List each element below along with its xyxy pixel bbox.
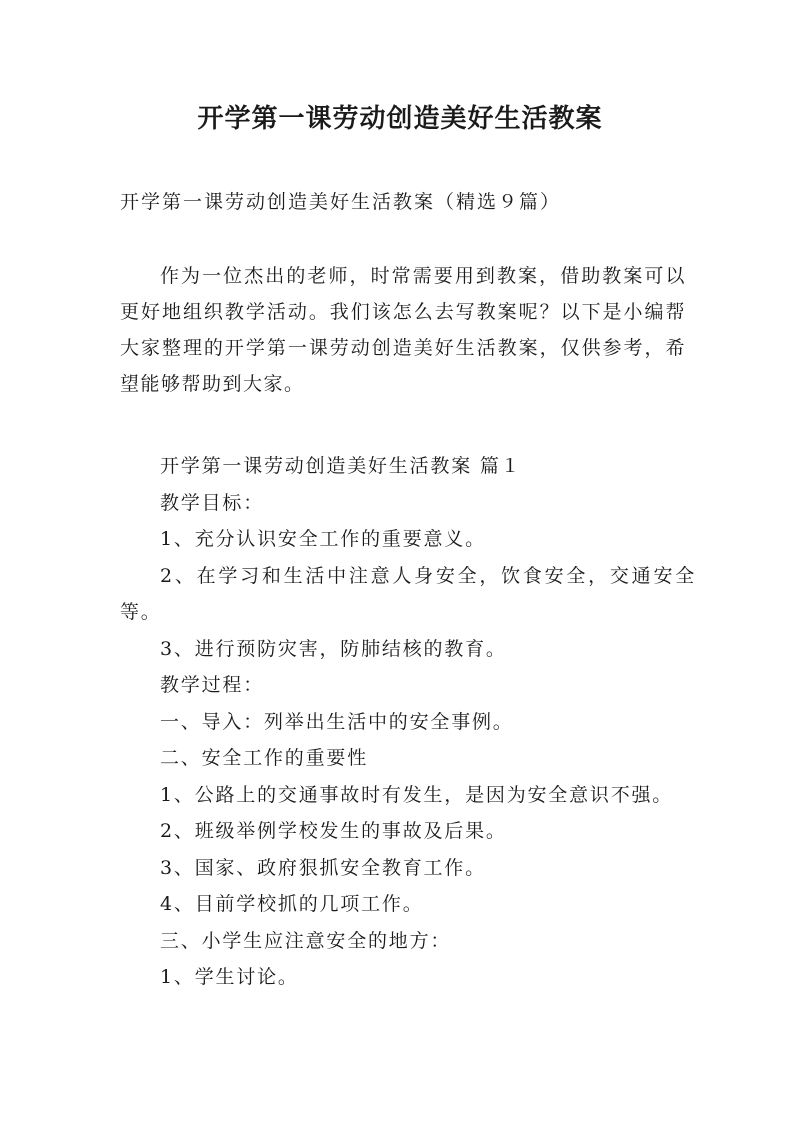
paragraph: 4、目前学校抓的几项工作。: [160, 893, 424, 915]
paragraph: 1、学生讨论。: [160, 966, 299, 988]
paragraph: 一、导入：列举出生活中的安全事例。: [160, 710, 514, 733]
intro-paragraph: 作为一位杰出的老师，时常需要用到教案，借助教案可以更好地组织教学活动。我们该怎么去写教案呢？以下是小编帮大家整理的开学第一课劳动创造美好生活教案，仅供参考，希望能够帮助到大家。: [120, 265, 686, 395]
document-subtitle: 开学第一课劳动创造美好生活教案（精选９篇）: [120, 191, 562, 213]
paragraph: 三、小学生应注意安全的地方：: [160, 929, 452, 952]
section-heading: 开学第一课劳动创造美好生活教案 篇１: [160, 455, 522, 477]
paragraph: 2、在学习和生活中注意人身安全，饮食安全，交通安全等。: [120, 564, 696, 623]
document-title: 开学第一课劳动创造美好生活教案: [197, 104, 603, 134]
paragraph: 3、进行预防灾害，防肺结核的教育。: [160, 637, 507, 660]
paragraph: 教学过程：: [160, 674, 265, 696]
lesson-plan-body: [120, 448, 696, 996]
paragraph: 3、国家、政府狠抓安全教育工作。: [160, 856, 486, 879]
paragraph: 二、安全工作的重要性: [160, 747, 369, 769]
paragraph: 1、公路上的交通事故时有发生，是因为安全意识不强。: [160, 783, 674, 806]
paragraph: 教学目标：: [160, 491, 265, 514]
paragraph: 1、充分认识安全工作的重要意义。: [160, 528, 486, 550]
paragraph: 2、班级举例学校发生的事故及后果。: [160, 820, 507, 842]
